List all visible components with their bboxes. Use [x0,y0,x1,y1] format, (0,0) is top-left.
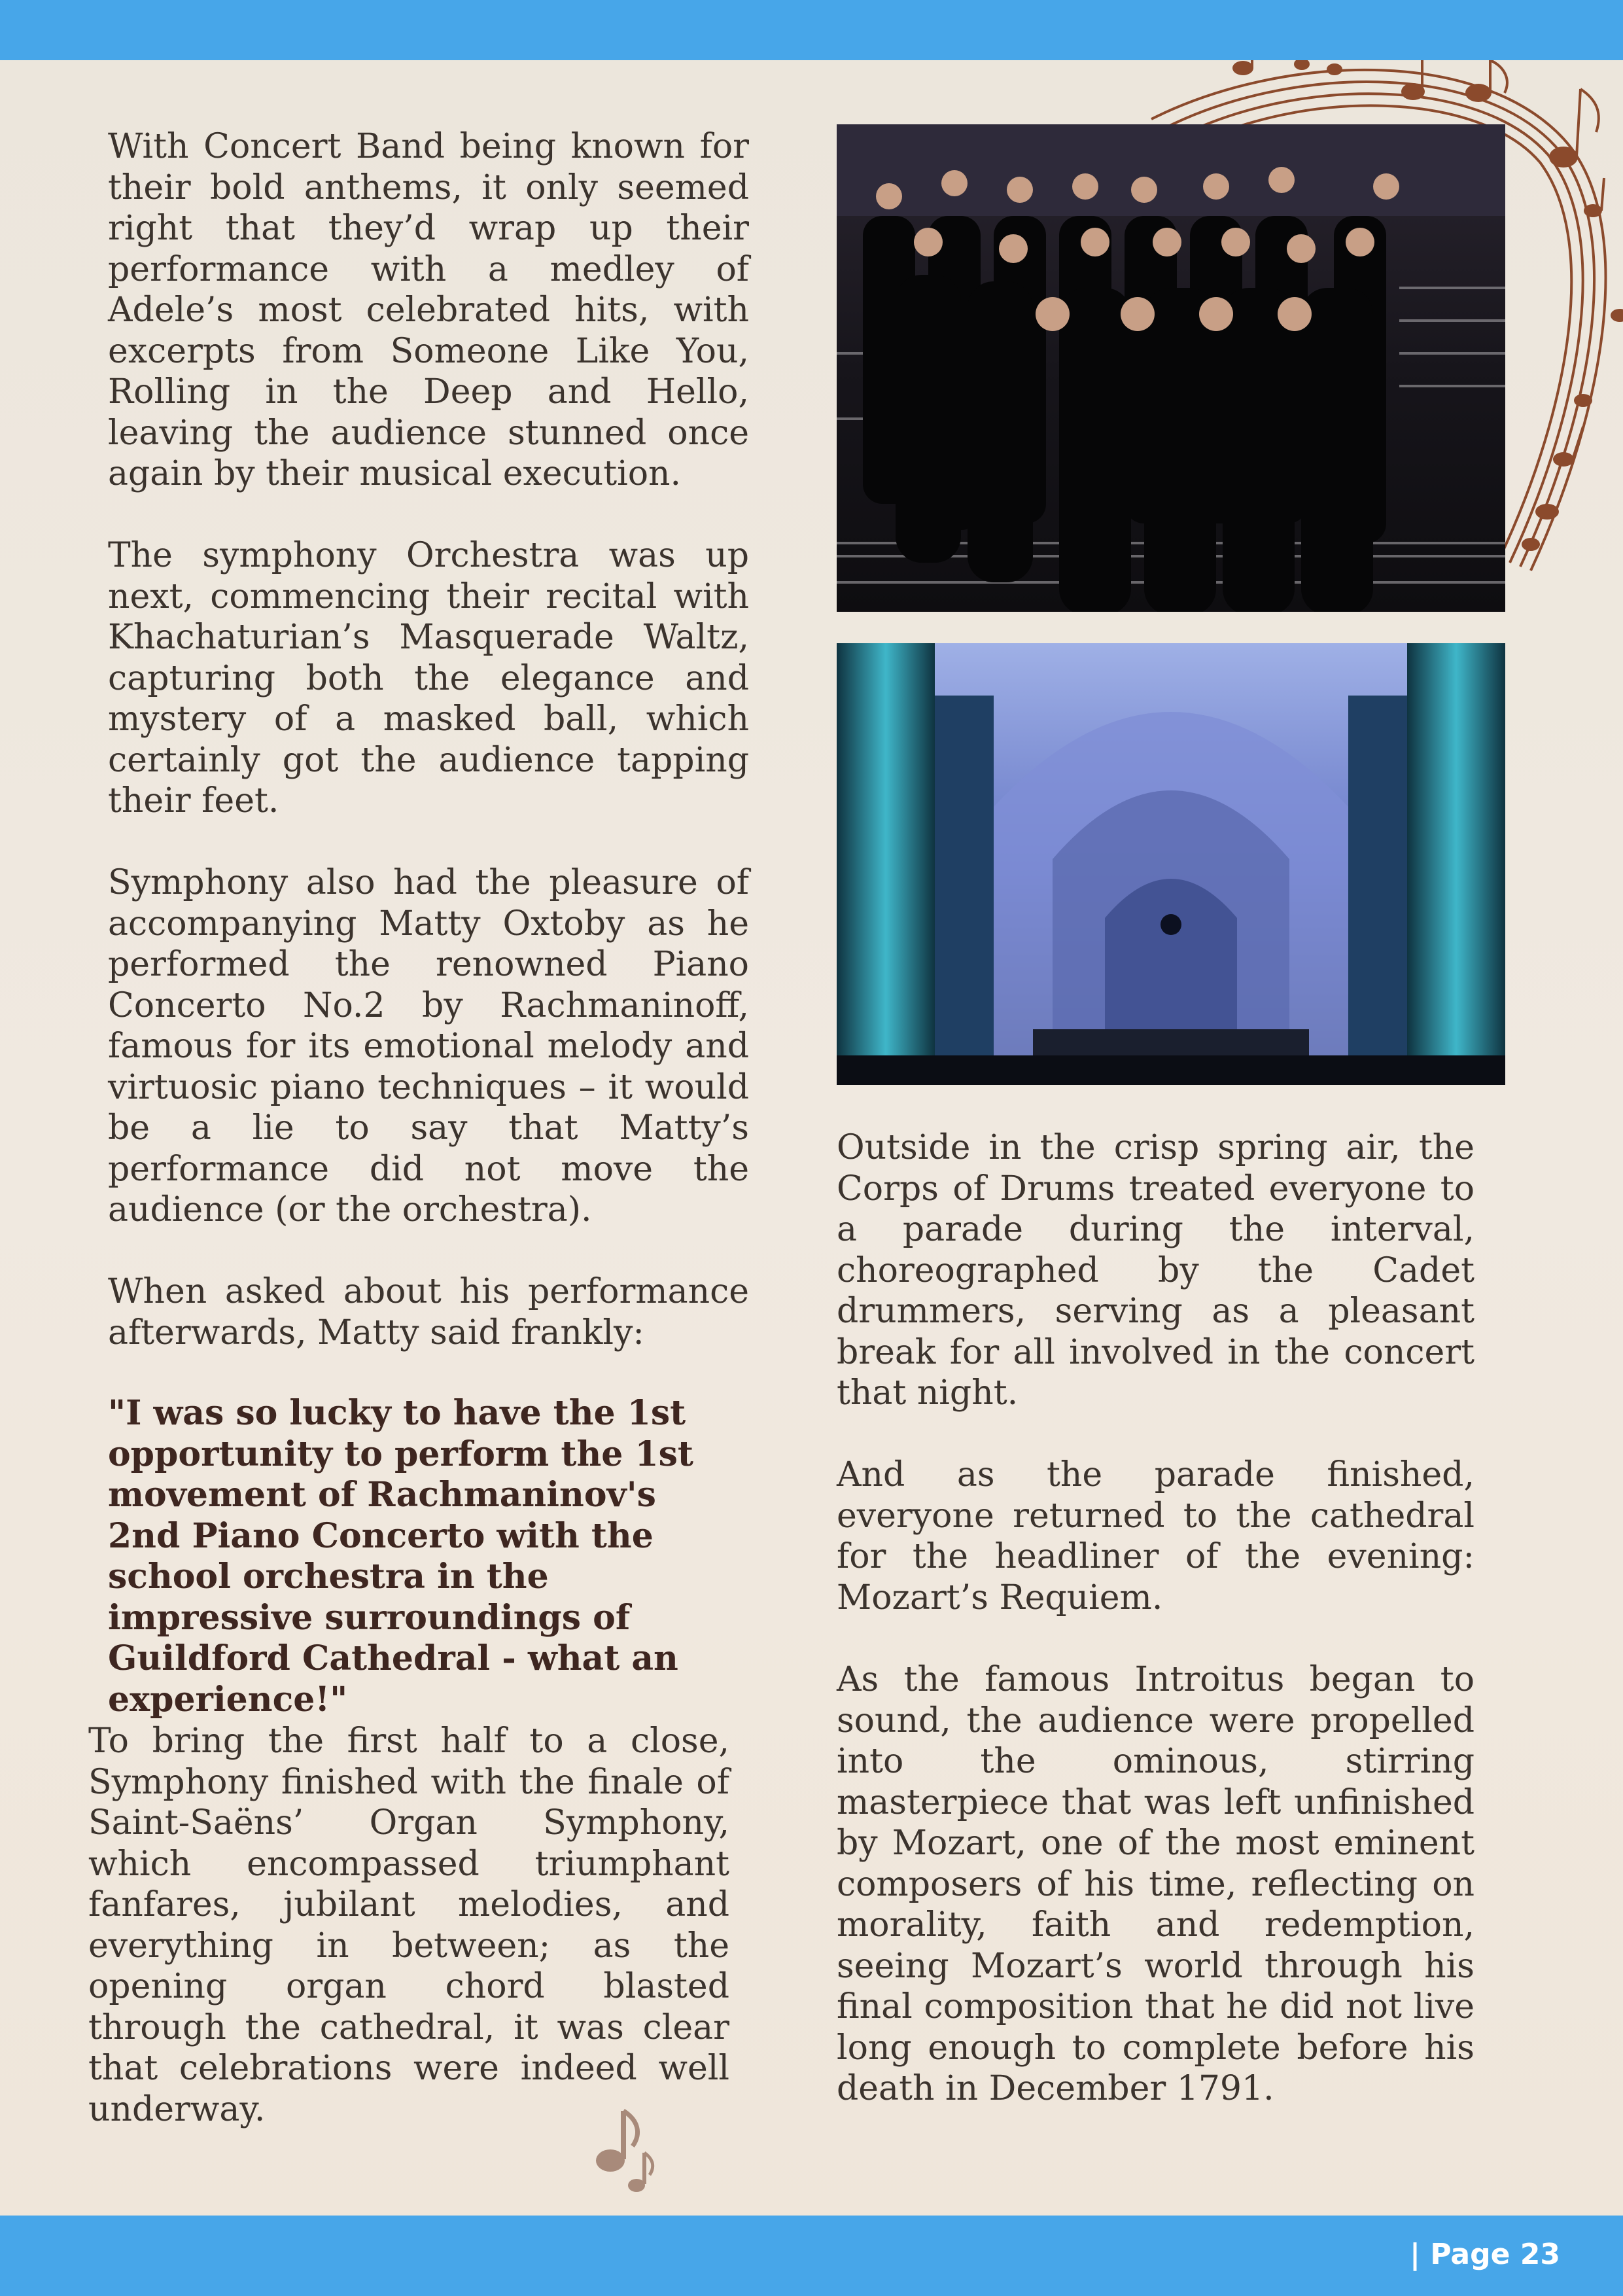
left-paragraph-3: Symphony also had the pleasure of accompanying Matty Oxtoby as he performed the renowned Piano Concerto No.2 by Rachmaninoff, famous for its emotional melody and virtuosic piano techniques – it would be a lie to say that Matty’s performance did not move the audience (or the orchestra). [108,863,749,1229]
choir-group-photo [837,124,1505,612]
left-paragraph-1: With Concert Band being known for their bold anthems, it only seemed right that they’d wrap up their performance with a medley of Adele’s most celebrated hits, with excerpts from Someone Like You, Rolling in the Deep and Hello, leaving the audience stunned once again by their musical execution. [108,127,749,493]
cathedral-interior-photo [837,643,1505,1085]
left-paragraph-2: The symphony Orchestra was up next, commencing their recital with Khachaturian’s Masquerade Waltz, capturing both the elegance and mystery of a masked ball, which certainly got the audience tapping their feet. [108,536,749,821]
top-banner [0,0,1623,60]
page-number: | Page 23 [1409,2238,1560,2271]
music-note-icon [585,2107,657,2195]
left-paragraph-4: When asked about his performance afterwards, Matty said frankly: [108,1272,749,1352]
right-paragraph-3: As the famous Introitus began to sound, the audience were propelled into the ominous, stirring masterpiece that was left unfinished by Mozart, one of the most eminent composers of his time, reflecting on morality, faith and redemption, seeing Mozart’s world through his final composition that he did not live long enough to complete before his death in December 1791. [837,1660,1475,2108]
right-paragraph-1: Outside in the crisp spring air, the Corps of Drums treated everyone to a parade during the interval, choreographed by the Cadet drummers, serving as a pleasant break for all involved in the concert that night. [837,1128,1475,1413]
bottom-banner [0,2216,1623,2296]
right-paragraph-2: And as the parade finished, everyone returned to the cathedral for the headliner of the evening: Mozart’s Requiem. [837,1455,1475,1617]
pull-quote: "I was so lucky to have the 1st opportunity to perform the 1st movement of Rachmaninov's 2nd Piano Concerto with the school orchestra in the impressive surroundings of Guildford Cathedral - what an experience!" [108,1393,693,1720]
left-closing-paragraph: To bring the first half to a close, Symphony finished with the finale of Saint-Saëns’ Organ Symphony, which encompassed triumphant fanfares, jubilant melodies, and everything in between; as the opening organ chord blasted through the cathedral, it was clear that celebrations were indeed well underway. [88,1722,729,2129]
